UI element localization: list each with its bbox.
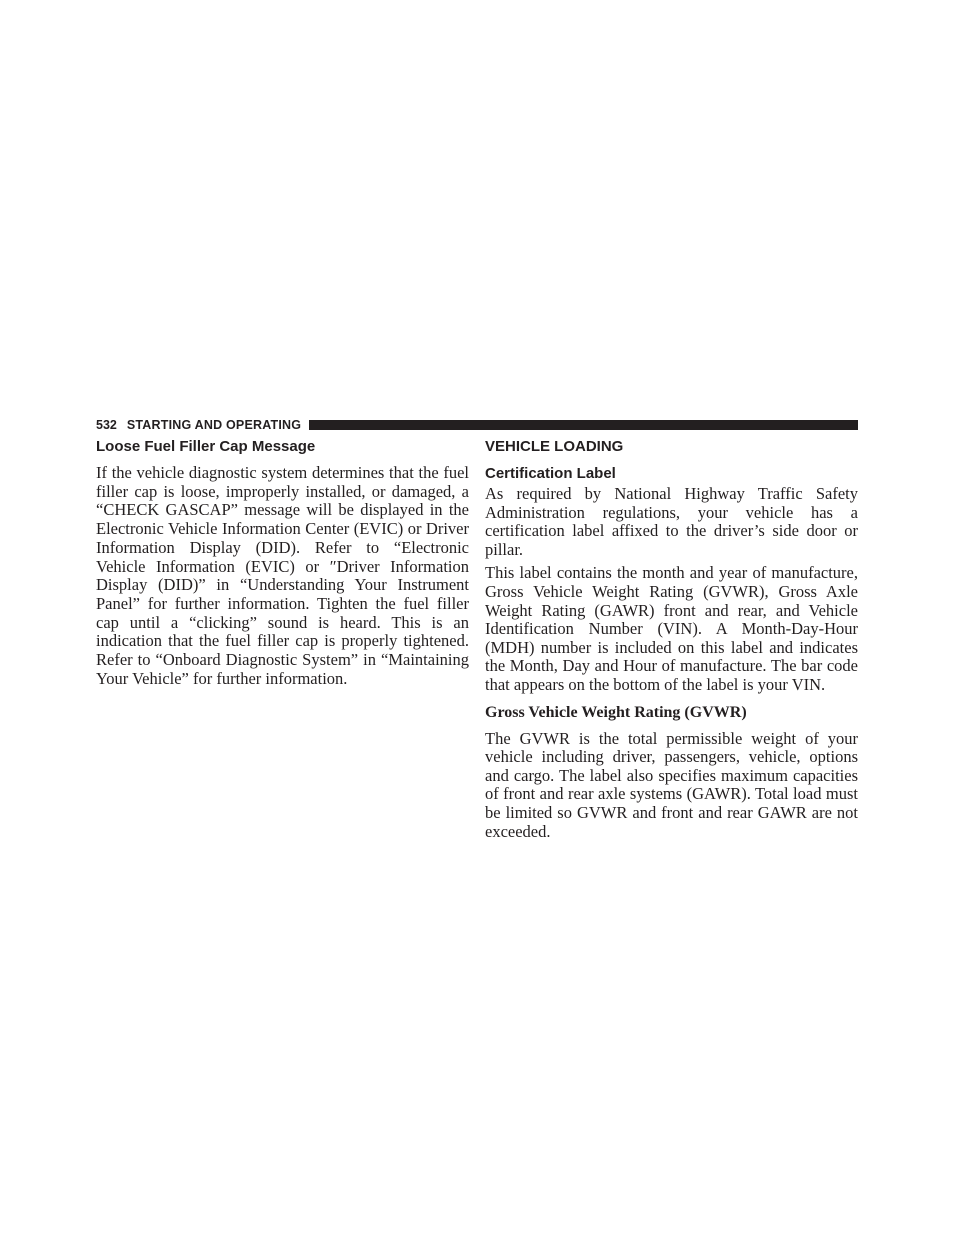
header-rule — [309, 420, 858, 430]
right-column — [485, 438, 858, 846]
loose-fuel-cap-heading: Loose Fuel Filler Cap Message — [96, 438, 316, 455]
gvwr-heading: Gross Vehicle Weight Rating (GVWR) — [485, 703, 747, 721]
page-header — [96, 416, 858, 434]
certification-label-heading: Certification Label — [485, 465, 616, 482]
loose-fuel-cap-paragraph: If the vehicle diagnostic system determines that the fuel filler cap is loose, improperly installed, or damaged, a “CHECK GASCAP” message will be displayed in the Electronic Vehicle Information Center (EVIC) or Driver Information Display (DID). Refer to “Electronic Vehicle Information (EVIC) or ″Driver Information Display (DID)” in “Understanding Your Instrument Panel” for further information. Tighten the fuel filler cap until a “clicking” sound is heard. This is an indication that the fuel filler cap is properly tightened. Refer to “Onboard Diagnostic System” in “Maintaining Your Vehicle” for further information. — [96, 463, 469, 688]
left-column — [96, 438, 469, 693]
page-number: 532 — [96, 418, 117, 432]
gvwr-paragraph: The GVWR is the total permissible weight of your vehicle including driver, passengers, vehicle, options and cargo. The label also specifies maximum capacities of front and rear axle systems (GAWR). Total load must be limited so GVWR and front and rear GAWR are not exceeded. — [485, 728, 858, 841]
vehicle-loading-heading: VEHICLE LOADING — [485, 438, 624, 455]
certification-paragraph-2: This label contains the month and year of manufacture, Gross Vehicle Weight Rating (GVWR), Gross Axle Weight Rating (GAWR) front and rear, and Vehicle Identification Number (VIN). A Month-Day-Hour (MDH) number is included on this label and indicates the Month, Day and Hour of manufacture. The bar code that appears on the bottom of the label is your VIN. — [485, 563, 858, 694]
section-title: STARTING AND OPERATING — [126, 418, 302, 432]
certification-paragraph-1: As required by National Highway Traffic Safety Administration regulations, your vehicle has a certification label affixed to the driver’s side door or pillar. — [485, 484, 858, 559]
